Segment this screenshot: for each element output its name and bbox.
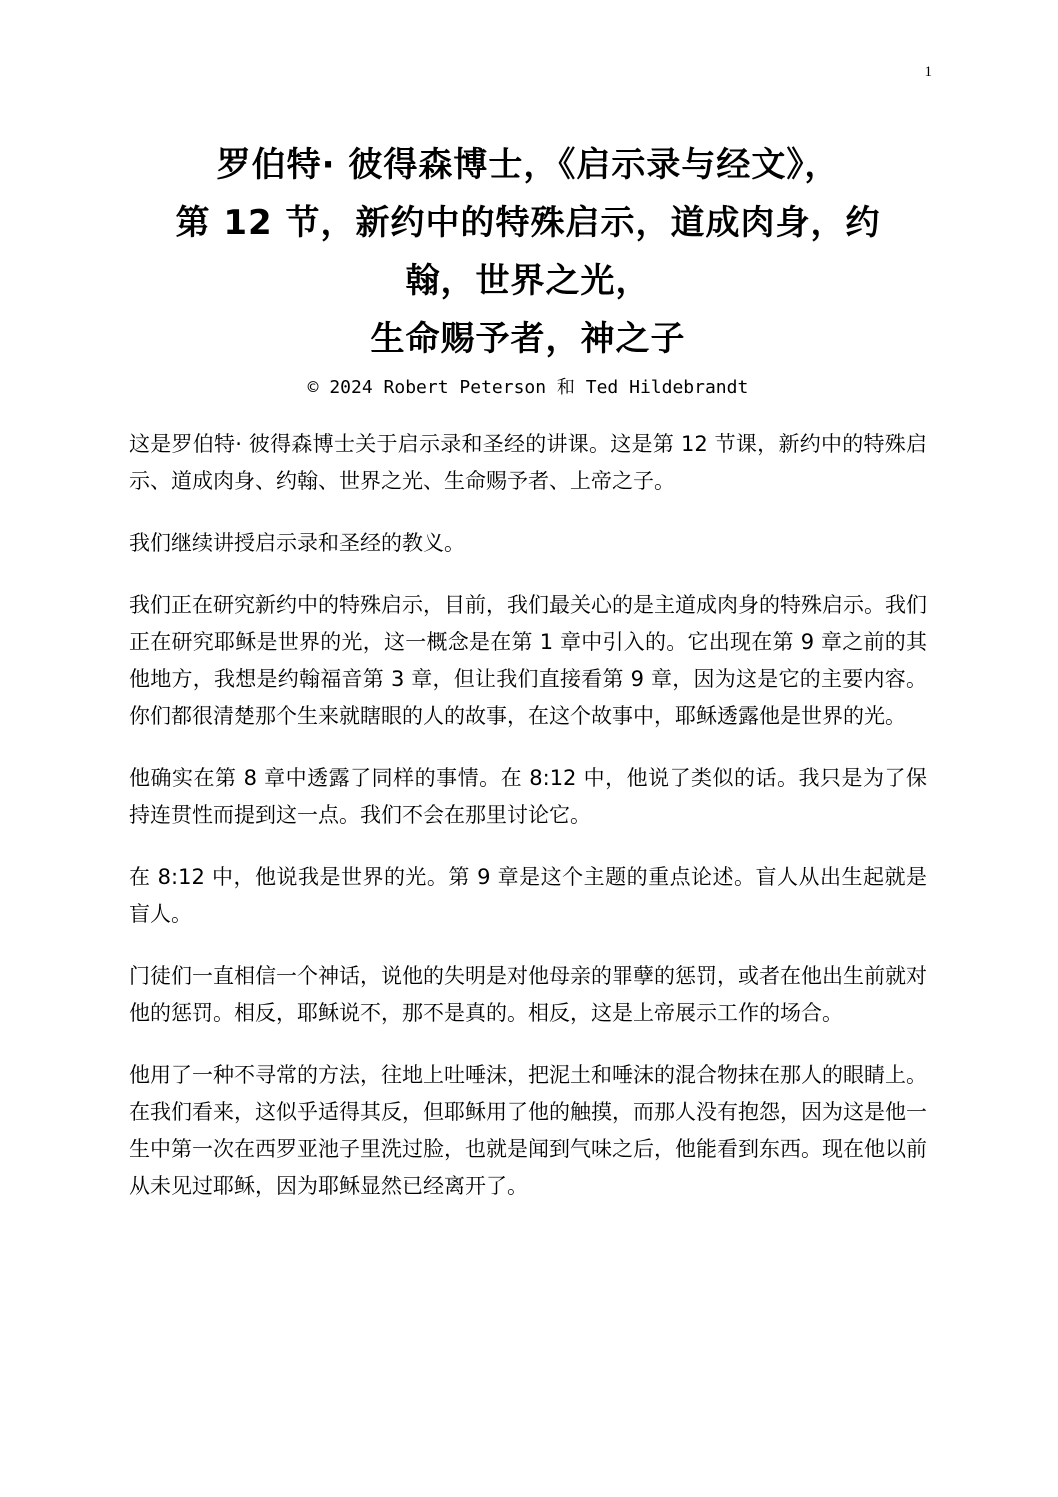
paragraph: 他确实在第 8 章中透露了同样的事情。在 8:12 中，他说了类似的话。我只是为了保持连贯性而提到这一点。我们不会在那里讨论它。 [129,766,927,827]
title-line: 第 12 节，新约中的特殊启示，道成肉身，约 [175,203,881,243]
paragraph: 在 8:12 中，他说我是世界的光。第 9 章是这个主题的重点论述。盲人从出生起就是盲人。 [129,865,927,926]
paragraph: 我们正在研究新约中的特殊启示，目前，我们最关心的是主道成肉身的特殊启示。我们正在研究耶稣是世界的光，这一概念是在第 1 章中引入的。它出现在第 9 章之前的其他地方，我想是约翰福音第 3 章，但让我们直接看第 9 章，因为这是它的主要内容。你们都很清楚那个生来就瞎眼的人的故事，在这个故事中，耶稣透露他是世界的光。 [129,593,927,728]
body-text [129,426,927,1230]
paragraph: 这是罗伯特· 彼得森博士关于启示录和圣经的讲课。这是第 12 节课，新约中的特殊启示、道成肉身、约翰、世界之光、生命赐予者、上帝之子。 [129,432,927,493]
title-line: 生命赐予者，神之子 [370,319,686,359]
page-number: 1 [924,64,932,80]
paragraph: 我们继续讲授启示录和圣经的教义。 [129,531,465,555]
paragraph: 他用了一种不寻常的方法，往地上吐唾沫，把泥土和唾沫的混合物抹在那人的眼睛上。在我们看来，这似乎适得其反，但耶稣用了他的触摸，而那人没有抱怨，因为这是他一生中第一次在西罗亚池子里洗过脸，也就是闻到气味之后，他能看到东西。现在他以前从未见过耶稣，因为耶稣显然已经离开了。 [129,1063,927,1198]
document-title [128,136,928,368]
title-line: 翰，世界之光， [405,261,651,301]
paragraph: 门徒们一直相信一个神话，说他的失明是对他母亲的罪孽的惩罚，或者在他出生前就对他的惩罚。相反，耶稣说不，那不是真的。相反，这是上帝展示工作的场合。 [129,964,927,1025]
title-line: 罗伯特· 彼得森博士，《启示录与经文》， [216,145,840,185]
copyright-notice: © 2024 Robert Peterson 和 Ted Hildebrandt [307,377,749,398]
